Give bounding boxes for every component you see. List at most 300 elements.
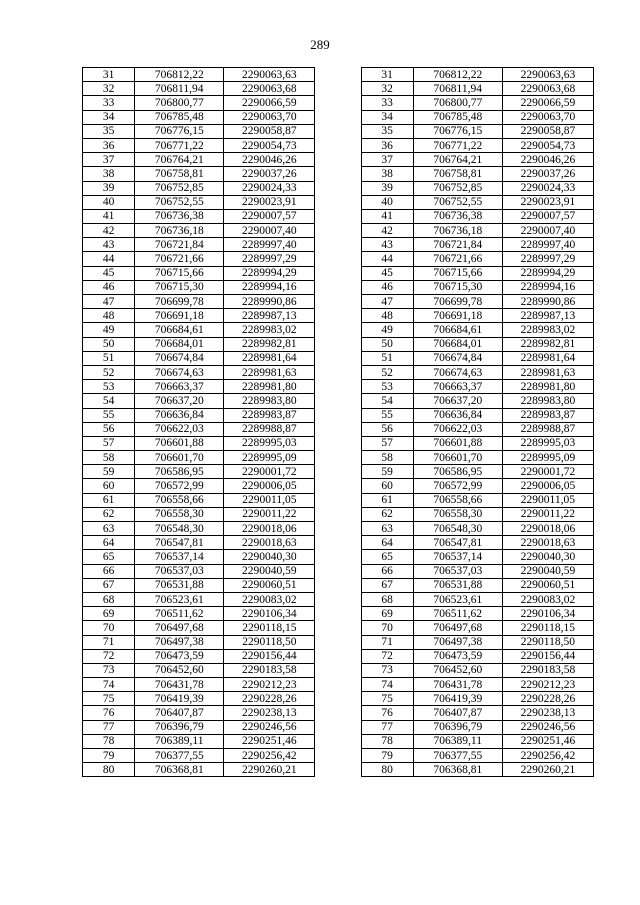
page-number: 289 — [310, 37, 330, 52]
left-x-coordinate-cell: 706572,99 — [135, 479, 224, 493]
left-y-coordinate-cell: 2290060,51 — [224, 578, 315, 592]
left-x-coordinate-cell: 706715,66 — [135, 266, 224, 280]
right-point-number-cell: 72 — [361, 649, 413, 663]
left-point-number-cell: 49 — [83, 323, 135, 337]
table-row — [83, 209, 594, 223]
right-y-coordinate-cell: 2290006,05 — [502, 479, 593, 493]
column-gap — [315, 266, 361, 280]
column-gap — [315, 238, 361, 252]
left-y-coordinate-cell: 2289994,29 — [224, 266, 315, 280]
left-x-coordinate-cell: 706699,78 — [135, 295, 224, 309]
left-point-number-cell: 66 — [83, 564, 135, 578]
right-x-coordinate-cell: 706558,30 — [413, 507, 502, 521]
right-x-coordinate-cell: 706776,15 — [413, 124, 502, 138]
right-x-coordinate-cell: 706785,48 — [413, 110, 502, 124]
left-y-coordinate-cell: 2290212,23 — [224, 678, 315, 692]
right-point-number-cell: 50 — [361, 337, 413, 351]
table-row — [83, 351, 594, 365]
right-y-coordinate-cell: 2290238,13 — [502, 706, 593, 720]
table-row — [83, 153, 594, 167]
right-x-coordinate-cell: 706473,59 — [413, 649, 502, 663]
left-x-coordinate-cell: 706684,61 — [135, 323, 224, 337]
left-y-coordinate-cell: 2290007,57 — [224, 209, 315, 223]
table-row — [83, 224, 594, 238]
right-y-coordinate-cell: 2289997,29 — [502, 252, 593, 266]
right-point-number-cell: 64 — [361, 536, 413, 550]
left-point-number-cell: 40 — [83, 195, 135, 209]
right-y-coordinate-cell: 2289994,16 — [502, 280, 593, 294]
left-point-number-cell: 46 — [83, 280, 135, 294]
right-y-coordinate-cell: 2289990,86 — [502, 295, 593, 309]
column-gap — [315, 451, 361, 465]
left-x-coordinate-cell: 706537,14 — [135, 550, 224, 564]
right-y-coordinate-cell: 2290106,34 — [502, 607, 593, 621]
left-y-coordinate-cell: 2290260,21 — [224, 763, 315, 777]
right-point-number-cell: 47 — [361, 295, 413, 309]
left-y-coordinate-cell: 2289982,81 — [224, 337, 315, 351]
left-point-number-cell: 75 — [83, 692, 135, 706]
column-gap — [315, 195, 361, 209]
right-y-coordinate-cell: 2289982,81 — [502, 337, 593, 351]
left-point-number-cell: 35 — [83, 124, 135, 138]
left-point-number-cell: 41 — [83, 209, 135, 223]
left-x-coordinate-cell: 706764,21 — [135, 153, 224, 167]
right-x-coordinate-cell: 706547,81 — [413, 536, 502, 550]
right-x-coordinate-cell: 706800,77 — [413, 96, 502, 110]
right-y-coordinate-cell: 2290007,40 — [502, 224, 593, 238]
right-x-coordinate-cell: 706752,85 — [413, 181, 502, 195]
table-row — [83, 323, 594, 337]
right-x-coordinate-cell: 706663,37 — [413, 380, 502, 394]
right-y-coordinate-cell: 2290024,33 — [502, 181, 593, 195]
table-row — [83, 309, 594, 323]
left-y-coordinate-cell: 2289994,16 — [224, 280, 315, 294]
left-point-number-cell: 55 — [83, 408, 135, 422]
right-y-coordinate-cell: 2290246,56 — [502, 720, 593, 734]
table-row — [83, 720, 594, 734]
left-y-coordinate-cell: 2289987,13 — [224, 309, 315, 323]
right-y-coordinate-cell: 2290011,22 — [502, 507, 593, 521]
left-x-coordinate-cell: 706771,22 — [135, 138, 224, 152]
right-x-coordinate-cell: 706811,94 — [413, 82, 502, 96]
column-gap — [315, 422, 361, 436]
column-gap — [315, 323, 361, 337]
right-point-number-cell: 63 — [361, 522, 413, 536]
right-point-number-cell: 76 — [361, 706, 413, 720]
right-y-coordinate-cell: 2290228,26 — [502, 692, 593, 706]
left-y-coordinate-cell: 2290040,30 — [224, 550, 315, 564]
left-x-coordinate-cell: 706785,48 — [135, 110, 224, 124]
table-row — [83, 280, 594, 294]
left-point-number-cell: 73 — [83, 663, 135, 677]
left-y-coordinate-cell: 2290023,91 — [224, 195, 315, 209]
left-x-coordinate-cell: 706800,77 — [135, 96, 224, 110]
right-y-coordinate-cell: 2290083,02 — [502, 592, 593, 606]
right-point-number-cell: 56 — [361, 422, 413, 436]
left-y-coordinate-cell: 2290001,72 — [224, 465, 315, 479]
right-y-coordinate-cell: 2290063,70 — [502, 110, 593, 124]
table-row — [83, 408, 594, 422]
left-point-number-cell: 53 — [83, 380, 135, 394]
table-row — [83, 635, 594, 649]
right-x-coordinate-cell: 706368,81 — [413, 763, 502, 777]
right-x-coordinate-cell: 706684,61 — [413, 323, 502, 337]
column-gap — [315, 394, 361, 408]
left-y-coordinate-cell: 2289995,09 — [224, 451, 315, 465]
column-gap — [315, 720, 361, 734]
right-point-number-cell: 31 — [361, 68, 413, 82]
right-y-coordinate-cell: 2289988,87 — [502, 422, 593, 436]
table-row — [83, 607, 594, 621]
right-x-coordinate-cell: 706537,03 — [413, 564, 502, 578]
left-y-coordinate-cell: 2290106,34 — [224, 607, 315, 621]
table-row — [83, 706, 594, 720]
table-row — [83, 436, 594, 450]
left-point-number-cell: 64 — [83, 536, 135, 550]
left-x-coordinate-cell: 706473,59 — [135, 649, 224, 663]
left-y-coordinate-cell: 2290228,26 — [224, 692, 315, 706]
right-point-number-cell: 34 — [361, 110, 413, 124]
right-y-coordinate-cell: 2290118,50 — [502, 635, 593, 649]
column-gap — [315, 649, 361, 663]
table-row — [83, 649, 594, 663]
left-y-coordinate-cell: 2290118,15 — [224, 621, 315, 635]
right-point-number-cell: 49 — [361, 323, 413, 337]
right-point-number-cell: 70 — [361, 621, 413, 635]
right-y-coordinate-cell: 2290212,23 — [502, 678, 593, 692]
left-x-coordinate-cell: 706684,01 — [135, 337, 224, 351]
right-point-number-cell: 61 — [361, 493, 413, 507]
left-y-coordinate-cell: 2290183,58 — [224, 663, 315, 677]
left-y-coordinate-cell: 2289997,40 — [224, 238, 315, 252]
column-gap — [315, 678, 361, 692]
left-point-number-cell: 32 — [83, 82, 135, 96]
right-y-coordinate-cell: 2289997,40 — [502, 238, 593, 252]
left-y-coordinate-cell: 2290156,44 — [224, 649, 315, 663]
table-row — [83, 181, 594, 195]
table-row — [83, 380, 594, 394]
table-row — [83, 238, 594, 252]
table-row — [83, 522, 594, 536]
table-row — [83, 692, 594, 706]
left-x-coordinate-cell: 706368,81 — [135, 763, 224, 777]
coordinates-table — [82, 67, 594, 777]
left-point-number-cell: 59 — [83, 465, 135, 479]
column-gap — [315, 635, 361, 649]
left-x-coordinate-cell: 706637,20 — [135, 394, 224, 408]
left-point-number-cell: 71 — [83, 635, 135, 649]
left-point-number-cell: 65 — [83, 550, 135, 564]
table-row — [83, 550, 594, 564]
left-point-number-cell: 68 — [83, 592, 135, 606]
right-point-number-cell: 79 — [361, 749, 413, 763]
left-point-number-cell: 79 — [83, 749, 135, 763]
right-y-coordinate-cell: 2289981,64 — [502, 351, 593, 365]
column-gap — [315, 337, 361, 351]
left-y-coordinate-cell: 2290083,02 — [224, 592, 315, 606]
right-x-coordinate-cell: 706637,20 — [413, 394, 502, 408]
left-x-coordinate-cell: 706497,38 — [135, 635, 224, 649]
left-point-number-cell: 39 — [83, 181, 135, 195]
left-point-number-cell: 67 — [83, 578, 135, 592]
left-point-number-cell: 61 — [83, 493, 135, 507]
column-gap — [315, 295, 361, 309]
right-x-coordinate-cell: 706764,21 — [413, 153, 502, 167]
right-x-coordinate-cell: 706377,55 — [413, 749, 502, 763]
left-x-coordinate-cell: 706736,18 — [135, 224, 224, 238]
right-point-number-cell: 78 — [361, 734, 413, 748]
right-x-coordinate-cell: 706715,66 — [413, 266, 502, 280]
right-x-coordinate-cell: 706407,87 — [413, 706, 502, 720]
left-point-number-cell: 48 — [83, 309, 135, 323]
right-point-number-cell: 41 — [361, 209, 413, 223]
right-y-coordinate-cell: 2290040,59 — [502, 564, 593, 578]
right-x-coordinate-cell: 706674,63 — [413, 365, 502, 379]
left-y-coordinate-cell: 2290063,68 — [224, 82, 315, 96]
left-x-coordinate-cell: 706531,88 — [135, 578, 224, 592]
coordinates-table-body — [83, 68, 594, 777]
column-gap — [315, 436, 361, 450]
table-row — [83, 678, 594, 692]
column-gap — [315, 621, 361, 635]
table-row — [83, 763, 594, 777]
left-x-coordinate-cell: 706736,38 — [135, 209, 224, 223]
right-y-coordinate-cell: 2290007,57 — [502, 209, 593, 223]
left-y-coordinate-cell: 2290018,06 — [224, 522, 315, 536]
left-point-number-cell: 44 — [83, 252, 135, 266]
right-x-coordinate-cell: 706691,18 — [413, 309, 502, 323]
right-point-number-cell: 62 — [361, 507, 413, 521]
table-row — [83, 663, 594, 677]
left-point-number-cell: 33 — [83, 96, 135, 110]
right-point-number-cell: 60 — [361, 479, 413, 493]
left-y-coordinate-cell: 2290040,59 — [224, 564, 315, 578]
right-y-coordinate-cell: 2289995,03 — [502, 436, 593, 450]
right-x-coordinate-cell: 706758,81 — [413, 167, 502, 181]
right-x-coordinate-cell: 706497,68 — [413, 621, 502, 635]
left-y-coordinate-cell: 2290256,42 — [224, 749, 315, 763]
left-point-number-cell: 74 — [83, 678, 135, 692]
table-row — [83, 507, 594, 521]
left-y-coordinate-cell: 2290118,50 — [224, 635, 315, 649]
right-point-number-cell: 35 — [361, 124, 413, 138]
right-x-coordinate-cell: 706736,18 — [413, 224, 502, 238]
column-gap — [315, 763, 361, 777]
left-x-coordinate-cell: 706431,78 — [135, 678, 224, 692]
column-gap — [315, 252, 361, 266]
table-row — [83, 578, 594, 592]
right-y-coordinate-cell: 2289981,80 — [502, 380, 593, 394]
left-y-coordinate-cell: 2290063,63 — [224, 68, 315, 82]
left-y-coordinate-cell: 2289997,29 — [224, 252, 315, 266]
left-point-number-cell: 76 — [83, 706, 135, 720]
left-point-number-cell: 43 — [83, 238, 135, 252]
right-y-coordinate-cell: 2290063,68 — [502, 82, 593, 96]
left-x-coordinate-cell: 706691,18 — [135, 309, 224, 323]
right-y-coordinate-cell: 2290040,30 — [502, 550, 593, 564]
left-x-coordinate-cell: 706601,88 — [135, 436, 224, 450]
right-point-number-cell: 39 — [361, 181, 413, 195]
left-y-coordinate-cell: 2289990,86 — [224, 295, 315, 309]
right-point-number-cell: 45 — [361, 266, 413, 280]
right-y-coordinate-cell: 2289981,63 — [502, 365, 593, 379]
column-gap — [315, 110, 361, 124]
left-point-number-cell: 69 — [83, 607, 135, 621]
right-x-coordinate-cell: 706389,11 — [413, 734, 502, 748]
right-point-number-cell: 54 — [361, 394, 413, 408]
column-gap — [315, 153, 361, 167]
left-y-coordinate-cell: 2290054,73 — [224, 138, 315, 152]
left-point-number-cell: 42 — [83, 224, 135, 238]
left-x-coordinate-cell: 706548,30 — [135, 522, 224, 536]
table-row — [83, 749, 594, 763]
right-point-number-cell: 59 — [361, 465, 413, 479]
left-y-coordinate-cell: 2290018,63 — [224, 536, 315, 550]
table-row — [83, 295, 594, 309]
left-x-coordinate-cell: 706663,37 — [135, 380, 224, 394]
left-x-coordinate-cell: 706752,55 — [135, 195, 224, 209]
left-x-coordinate-cell: 706407,87 — [135, 706, 224, 720]
right-x-coordinate-cell: 706586,95 — [413, 465, 502, 479]
left-point-number-cell: 62 — [83, 507, 135, 521]
right-x-coordinate-cell: 706523,61 — [413, 592, 502, 606]
right-x-coordinate-cell: 706572,99 — [413, 479, 502, 493]
left-y-coordinate-cell: 2289983,02 — [224, 323, 315, 337]
right-y-coordinate-cell: 2290023,91 — [502, 195, 593, 209]
right-x-coordinate-cell: 706497,38 — [413, 635, 502, 649]
column-gap — [315, 607, 361, 621]
left-point-number-cell: 51 — [83, 351, 135, 365]
left-point-number-cell: 50 — [83, 337, 135, 351]
right-x-coordinate-cell: 706715,30 — [413, 280, 502, 294]
left-x-coordinate-cell: 706601,70 — [135, 451, 224, 465]
column-gap — [315, 124, 361, 138]
table-row — [83, 124, 594, 138]
column-gap — [315, 550, 361, 564]
right-y-coordinate-cell: 2290054,73 — [502, 138, 593, 152]
right-x-coordinate-cell: 706601,88 — [413, 436, 502, 450]
left-x-coordinate-cell: 706497,68 — [135, 621, 224, 635]
column-gap — [315, 138, 361, 152]
right-point-number-cell: 44 — [361, 252, 413, 266]
table-row — [83, 734, 594, 748]
left-point-number-cell: 77 — [83, 720, 135, 734]
right-y-coordinate-cell: 2290156,44 — [502, 649, 593, 663]
column-gap — [315, 82, 361, 96]
right-point-number-cell: 73 — [361, 663, 413, 677]
right-y-coordinate-cell: 2290118,15 — [502, 621, 593, 635]
right-x-coordinate-cell: 706622,03 — [413, 422, 502, 436]
right-y-coordinate-cell: 2290260,21 — [502, 763, 593, 777]
left-y-coordinate-cell: 2290238,13 — [224, 706, 315, 720]
column-gap — [315, 309, 361, 323]
right-y-coordinate-cell: 2290256,42 — [502, 749, 593, 763]
left-point-number-cell: 56 — [83, 422, 135, 436]
left-point-number-cell: 38 — [83, 167, 135, 181]
left-y-coordinate-cell: 2290046,26 — [224, 153, 315, 167]
column-gap — [315, 663, 361, 677]
left-y-coordinate-cell: 2289983,80 — [224, 394, 315, 408]
left-x-coordinate-cell: 706523,61 — [135, 592, 224, 606]
left-point-number-cell: 37 — [83, 153, 135, 167]
left-x-coordinate-cell: 706558,30 — [135, 507, 224, 521]
right-point-number-cell: 80 — [361, 763, 413, 777]
right-point-number-cell: 32 — [361, 82, 413, 96]
right-x-coordinate-cell: 706636,84 — [413, 408, 502, 422]
column-gap — [315, 592, 361, 606]
right-point-number-cell: 71 — [361, 635, 413, 649]
column-gap — [315, 167, 361, 181]
table-row — [83, 195, 594, 209]
left-y-coordinate-cell: 2290251,46 — [224, 734, 315, 748]
column-gap — [315, 706, 361, 720]
left-x-coordinate-cell: 706389,11 — [135, 734, 224, 748]
column-gap — [315, 536, 361, 550]
right-y-coordinate-cell: 2290058,87 — [502, 124, 593, 138]
left-y-coordinate-cell: 2290037,26 — [224, 167, 315, 181]
left-point-number-cell: 31 — [83, 68, 135, 82]
left-point-number-cell: 47 — [83, 295, 135, 309]
column-gap — [315, 578, 361, 592]
left-point-number-cell: 60 — [83, 479, 135, 493]
table-row — [83, 82, 594, 96]
right-point-number-cell: 52 — [361, 365, 413, 379]
right-point-number-cell: 33 — [361, 96, 413, 110]
right-x-coordinate-cell: 706452,60 — [413, 663, 502, 677]
table-row — [83, 167, 594, 181]
table-row — [83, 394, 594, 408]
column-gap — [315, 280, 361, 294]
right-point-number-cell: 42 — [361, 224, 413, 238]
right-y-coordinate-cell: 2290063,63 — [502, 68, 593, 82]
table-row — [83, 96, 594, 110]
column-gap — [315, 408, 361, 422]
left-x-coordinate-cell: 706752,85 — [135, 181, 224, 195]
left-y-coordinate-cell: 2290011,22 — [224, 507, 315, 521]
right-y-coordinate-cell: 2290060,51 — [502, 578, 593, 592]
left-x-coordinate-cell: 706452,60 — [135, 663, 224, 677]
right-point-number-cell: 37 — [361, 153, 413, 167]
right-point-number-cell: 57 — [361, 436, 413, 450]
right-y-coordinate-cell: 2289983,87 — [502, 408, 593, 422]
column-gap — [315, 734, 361, 748]
left-x-coordinate-cell: 706511,62 — [135, 607, 224, 621]
right-y-coordinate-cell: 2289983,80 — [502, 394, 593, 408]
table-row — [83, 266, 594, 280]
table-row — [83, 68, 594, 82]
left-x-coordinate-cell: 706558,66 — [135, 493, 224, 507]
right-x-coordinate-cell: 706558,66 — [413, 493, 502, 507]
right-point-number-cell: 48 — [361, 309, 413, 323]
left-y-coordinate-cell: 2290011,05 — [224, 493, 315, 507]
left-point-number-cell: 54 — [83, 394, 135, 408]
right-y-coordinate-cell: 2290011,05 — [502, 493, 593, 507]
right-x-coordinate-cell: 706601,70 — [413, 451, 502, 465]
table-row — [83, 110, 594, 124]
column-gap — [315, 507, 361, 521]
right-y-coordinate-cell: 2290183,58 — [502, 663, 593, 677]
column-gap — [315, 68, 361, 82]
left-y-coordinate-cell: 2289981,63 — [224, 365, 315, 379]
left-x-coordinate-cell: 706715,30 — [135, 280, 224, 294]
left-y-coordinate-cell: 2290007,40 — [224, 224, 315, 238]
right-x-coordinate-cell: 706721,66 — [413, 252, 502, 266]
right-y-coordinate-cell: 2290251,46 — [502, 734, 593, 748]
right-point-number-cell: 75 — [361, 692, 413, 706]
left-y-coordinate-cell: 2289983,87 — [224, 408, 315, 422]
table-row — [83, 493, 594, 507]
right-y-coordinate-cell: 2290018,63 — [502, 536, 593, 550]
